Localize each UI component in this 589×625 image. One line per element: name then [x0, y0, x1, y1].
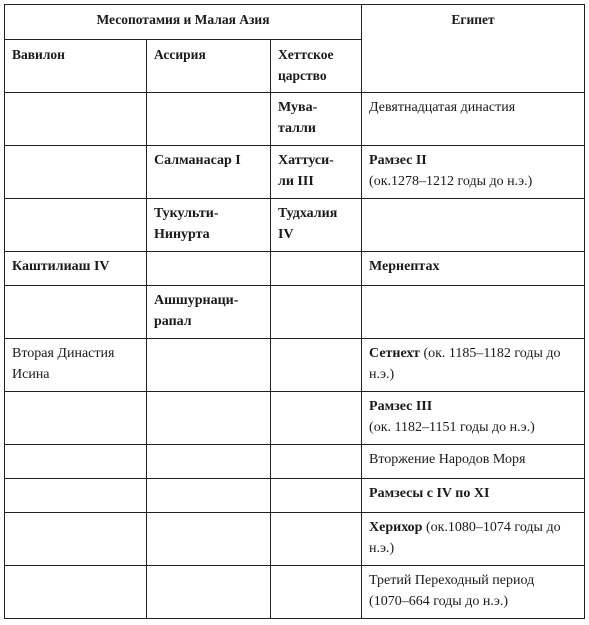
egypt-header: Египет [362, 5, 585, 93]
babylon-header: Вавилон [5, 40, 147, 93]
babylon-cell [5, 513, 147, 566]
babylon-cell [5, 566, 147, 619]
egypt-cell [362, 286, 585, 339]
hittite-cell [271, 252, 362, 286]
mesopotamia-header: Месопотамия и Малая Азия [5, 5, 362, 40]
hittite-cell [271, 479, 362, 513]
assyria-cell-line: Нинурта [154, 227, 210, 242]
table-row [5, 199, 585, 252]
hittite-header-line-2: царство [278, 68, 327, 83]
table-row [5, 392, 585, 445]
chronology-table [4, 4, 585, 619]
assyria-cell-text: Салманасар I [154, 153, 241, 168]
egypt-text: Девятнадцатая династия [369, 100, 516, 115]
assyria-cell [147, 479, 271, 513]
egypt-text: (ок. 1182–1151 годы до н.э.) [369, 420, 535, 435]
hittite-cell [271, 199, 362, 252]
table-row [5, 146, 585, 199]
assyria-cell [147, 146, 271, 199]
egypt-cell [362, 252, 585, 286]
hittite-cell [271, 392, 362, 445]
table-row [5, 339, 585, 392]
egypt-cell [362, 479, 585, 513]
egypt-ruler: Рамзесы с IV по XI [369, 486, 490, 501]
babylon-cell [5, 146, 147, 199]
egypt-ruler: Херихор [369, 520, 423, 535]
table-row [5, 445, 585, 479]
table-row [5, 93, 585, 146]
egypt-ruler: Сетнехт [369, 346, 420, 361]
babylon-cell [5, 445, 147, 479]
assyria-cell [147, 339, 271, 392]
hittite-cell [271, 513, 362, 566]
assyria-cell-line: рапал [154, 314, 192, 329]
egypt-ruler: Мернептах [369, 259, 440, 274]
hittite-cell-line: талли [278, 121, 316, 136]
assyria-cell [147, 513, 271, 566]
hittite-cell-line: IV [278, 227, 294, 242]
hittite-cell [271, 339, 362, 392]
egypt-ruler: Рамзес II [369, 153, 427, 168]
table-body [5, 93, 585, 619]
hittite-cell [271, 286, 362, 339]
hittite-cell [271, 445, 362, 479]
egypt-text: (ок. 1185–1182 годы до н.э.) [369, 346, 561, 382]
header-row-1 [5, 5, 585, 40]
egypt-text: (ок.1278–1212 годы до н.э.) [369, 174, 533, 189]
babylon-cell [5, 339, 147, 392]
egypt-cell [362, 445, 585, 479]
assyria-cell [147, 199, 271, 252]
hittite-cell [271, 93, 362, 146]
egypt-cell [362, 146, 585, 199]
egypt-cell [362, 392, 585, 445]
table-row [5, 513, 585, 566]
egypt-cell [362, 199, 585, 252]
babylon-cell-text: Каштилиаш IV [12, 259, 110, 274]
hittite-cell-line: Хаттуси- [278, 153, 334, 168]
egypt-text: (ок.1080–1074 годы до н.э.) [369, 520, 561, 556]
egypt-cell [362, 339, 585, 392]
assyria-cell-line: Ашшурнаци- [154, 293, 239, 308]
babylon-cell [5, 199, 147, 252]
hittite-header-line-1: Хеттское [278, 47, 334, 62]
assyria-cell [147, 93, 271, 146]
table-row [5, 286, 585, 339]
hittite-cell [271, 146, 362, 199]
table-row [5, 479, 585, 513]
babylon-cell [5, 392, 147, 445]
assyria-cell-line: Тукульти- [154, 206, 219, 221]
egypt-cell [362, 93, 585, 146]
assyria-header: Ассирия [147, 40, 271, 93]
assyria-cell [147, 445, 271, 479]
assyria-cell [147, 566, 271, 619]
hittite-cell [271, 566, 362, 619]
babylon-cell [5, 479, 147, 513]
babylon-cell-line: Вторая Династия [12, 346, 115, 361]
table-row [5, 252, 585, 286]
egypt-cell [362, 513, 585, 566]
egypt-text: Третий Переходный период (1070–664 годы до н.э.) [369, 573, 535, 609]
babylon-cell [5, 286, 147, 339]
assyria-cell [147, 286, 271, 339]
egypt-text: Вторжение Народов Моря [369, 452, 526, 467]
hittite-cell-line: ли III [278, 174, 314, 189]
egypt-cell [362, 566, 585, 619]
hittite-cell-line: Тудхалия [278, 206, 338, 221]
assyria-cell [147, 392, 271, 445]
table-row [5, 566, 585, 619]
babylon-cell [5, 252, 147, 286]
hittite-cell-line: Мува- [278, 100, 318, 115]
egypt-ruler: Рамзес III [369, 399, 433, 414]
babylon-cell [5, 93, 147, 146]
hittite-header [271, 40, 362, 93]
babylon-cell-line: Исина [12, 367, 50, 382]
assyria-cell [147, 252, 271, 286]
